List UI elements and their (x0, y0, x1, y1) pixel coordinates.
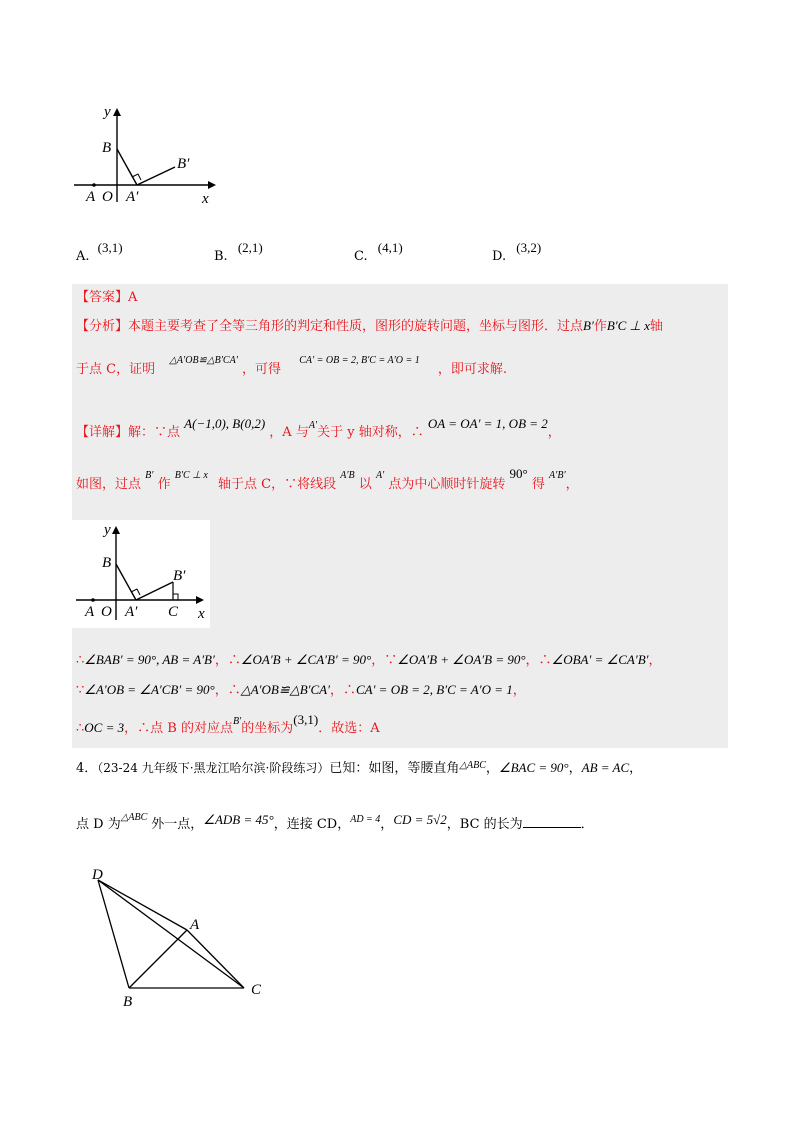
question-text: ， (380, 817, 394, 832)
question-text: ， (485, 761, 499, 776)
analysis-text: ，即可求解. (437, 362, 508, 377)
option-value: (3,1) (97, 240, 123, 255)
detail-text: ， (565, 477, 579, 492)
label-a: A (85, 604, 95, 620)
solution-box (72, 284, 728, 748)
detail-text: 如图，过点 (76, 477, 142, 492)
option-c (354, 240, 403, 264)
math: B′C ⊥ x (606, 318, 650, 333)
question-4-line-2 (76, 812, 594, 834)
x-axis-arrow (208, 181, 216, 189)
math: A′ (375, 470, 385, 481)
analysis-text: 本题主要考查了全等三角形的判定和性质，图形的旋转问题，坐标与图形．过点 (128, 319, 584, 334)
segment-ba (117, 149, 137, 185)
segment-da (98, 880, 187, 930)
label-a-prime: A′ (126, 189, 139, 205)
math: AD = 4 (350, 814, 381, 825)
math: ∠OBA′ = ∠CA′B′ (551, 652, 649, 667)
math: OC = 3 (84, 720, 125, 735)
segment-db (98, 880, 129, 988)
solution-line-b (76, 682, 526, 699)
analysis-text: ，可得 (242, 362, 282, 377)
question-4-line-1 (76, 760, 642, 778)
math: AB = AC (581, 760, 630, 775)
math: ∠BAB′ = 90°, AB = A′B′ (84, 652, 215, 667)
math: ∠OA′B + ∠OA′B = 90° (397, 652, 526, 667)
detail-text: 轴于点 C，∵将线段 (218, 477, 337, 492)
solution-text: 的坐标为 (241, 721, 294, 736)
math: △ABC (120, 812, 148, 823)
answer-value: A (128, 290, 138, 305)
solution-text: ，∴点 B 的对应点 (124, 721, 233, 736)
label-d: D (92, 867, 103, 883)
label-y: y (104, 522, 111, 538)
detail-text: 点为中心顺时针旋转 (388, 477, 506, 492)
math: A′ (308, 420, 318, 431)
detail-text: ， (547, 425, 561, 440)
question-text: ， (568, 761, 582, 776)
symbol: ，∴ (329, 683, 356, 698)
symbol: ，∵ (371, 653, 398, 668)
option-letter: C. (354, 249, 368, 264)
detail-line-1 (76, 416, 561, 442)
analysis-line-1 (76, 318, 663, 335)
math: OA = OA′ = 1, OB = 2 (427, 416, 548, 431)
detail-text: 作 (157, 477, 171, 492)
detail-text: 解：∵点 (128, 425, 181, 440)
question-text: ，连接 CD， (273, 817, 351, 832)
question-text: 外一点， (151, 817, 204, 832)
solution-text: ．故选：A (318, 721, 380, 736)
analysis-text: 轴 (649, 319, 663, 334)
option-letter: A. (76, 249, 90, 264)
label-x: x (198, 606, 205, 622)
detail-text: ，A 与 (269, 425, 309, 440)
math: B′C ⊥ x (174, 470, 208, 481)
segment-dc (98, 880, 244, 988)
symbol: ， (648, 653, 662, 668)
math: △A′OB≌△B′CA′ (240, 682, 330, 697)
detail-text: 得 (531, 477, 545, 492)
label-a-prime: A′ (125, 604, 138, 620)
math: △A′OB≌△B′CA′ (169, 355, 238, 366)
math: B′ (583, 318, 594, 333)
math: CD = 5√2 (393, 812, 447, 827)
symbol: ， (512, 683, 526, 698)
math: B′ (232, 716, 242, 727)
label-b: B (102, 140, 112, 156)
math: 90° (509, 466, 528, 481)
label-o: O (102, 189, 113, 205)
label-b-prime: B′ (177, 156, 190, 172)
solution-line-a (76, 652, 662, 669)
option-b (214, 240, 263, 264)
segment-ac (187, 930, 244, 988)
label-c: C (251, 982, 262, 998)
symbol: ∴ (76, 653, 85, 668)
math: A′B′ (549, 470, 566, 481)
figure-triangle-abcd (86, 866, 276, 1014)
symbol: ∴ (76, 721, 85, 736)
symbol: ，∴ (214, 653, 241, 668)
label-a: A (86, 189, 96, 205)
option-letter: B. (214, 249, 228, 264)
math: CA′ = OB = 2, B′C = A′O = 1 (355, 682, 513, 697)
label-c: C (168, 604, 179, 620)
point-a (92, 183, 96, 187)
detail-text: 关于 y 轴对称，∴ (317, 425, 424, 440)
option-value: (4,1) (377, 240, 403, 255)
label-b: B (123, 994, 133, 1010)
label-x: x (202, 191, 209, 207)
answer-tag: 【答案】 (76, 290, 129, 305)
math: (3,1) (293, 712, 319, 727)
label-b-prime: B′ (173, 568, 186, 584)
analysis-text: 作 (593, 319, 607, 334)
question-text: ，BC 的长为 (446, 817, 523, 832)
answer-blank[interactable] (523, 816, 581, 828)
math: B′ (145, 470, 154, 481)
label-a: A (190, 917, 200, 933)
math: ∠BAC = 90° (498, 760, 569, 775)
option-value: (3,2) (516, 240, 542, 255)
y-axis-arrow (113, 108, 121, 116)
question-source: （23-24 九年级下·黑龙江哈尔滨·阶段练习） (97, 761, 330, 775)
math: ∠OA′B + ∠CA′B′ = 90° (240, 652, 372, 667)
math: △ABC (459, 760, 486, 771)
figure-coordinate-sketch (66, 98, 226, 210)
question-text: ， (629, 761, 643, 776)
figure-solution-sketch (72, 520, 210, 628)
math: CA′ = OB = 2, B′C = A′O = 1 (299, 355, 420, 366)
question-number: 4． (76, 761, 98, 776)
detail-text: 以 (358, 477, 372, 492)
analysis-text: 于点 C，证明 (76, 362, 156, 377)
label-o: O (101, 604, 112, 620)
option-a (76, 240, 123, 264)
detail-tag: 【详解】 (76, 425, 129, 440)
math: A′B (340, 470, 355, 481)
symbol: ，∴ (525, 653, 552, 668)
option-letter: D. (492, 249, 507, 264)
question-text: 已知：如图，等腰直角 (329, 761, 460, 776)
question-text: 点 D 为 (76, 817, 121, 832)
math: ∠ADB = 45° (203, 812, 274, 827)
symbol: ∵ (76, 683, 85, 698)
question-text: ． (580, 817, 594, 832)
label-y: y (104, 104, 111, 120)
answer-line (76, 290, 137, 306)
solution-line-c (76, 712, 380, 738)
point-a (91, 598, 95, 602)
math: ∠A′OB = ∠A′CB′ = 90° (84, 682, 215, 697)
segment-ab (137, 167, 175, 185)
symbol: ，∴ (214, 683, 241, 698)
option-value: (2,1) (237, 240, 263, 255)
analysis-tag: 【分析】 (76, 319, 129, 334)
option-d (492, 240, 542, 264)
math: A(−1,0), B(0,2) (184, 416, 266, 431)
label-b: B (102, 555, 112, 571)
